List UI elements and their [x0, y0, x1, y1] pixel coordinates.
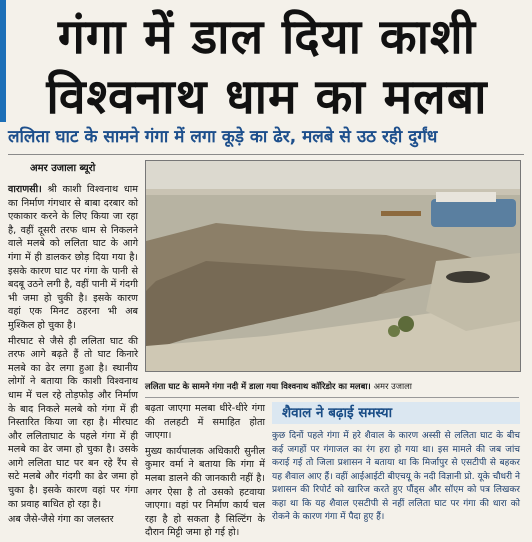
divider — [8, 154, 524, 155]
headline-line-1: गंगा में डाल दिया काशी — [57, 9, 477, 65]
accent-bar — [0, 0, 6, 122]
caption-text: ललिता घाट के सामने गंगा नदी में डाला गया विश्वनाथ कॉरिडोर का मलबा। — [145, 381, 371, 391]
paragraph-4: बढ़ता जाएगा मलबा धीरे-धीरे गंगा की तलहटी में समाहित होता जाएगा। — [145, 403, 265, 442]
photo-caption — [145, 375, 519, 398]
news-photo — [145, 160, 521, 372]
article-column-1 — [8, 183, 138, 529]
paragraph-5: मुख्य कार्यपालक अधिकारी सुनील कुमार वर्मा ने बताया कि गंगा में मलबा डालने की जानकारी नहीं है। अगर ऐसा है तो उसको हटवाया जाएगा। वहां पर निर्माण कार्य चल रहा है हो सकता है सिल्टिंग के दौरान मिट्टी जमा हो गई हो। — [145, 445, 265, 539]
subheadline: ललिता घाट के सामने गंगा में लगा कूड़े का ढेर, मलबे से उठ रही दुर्गंध — [8, 127, 438, 147]
byline: अमर उजाला ब्यूरो — [30, 163, 96, 174]
paragraph-2: मीरघाट से जैसे ही ललिता घाट की तरफ आगे बढ़ते हैं तो घाट किनारे मलबे का ढेर लगा हुआ है। स्थानीय लोगों ने बताया कि काशी विश्वनाथ धाम में चल रहे तोड़फोड़ और निर्माण के बाद निकले मलबे को गंगा में ही निस्तारित किया जा रहा है। मीरघाट और ललिताघाट के पहले गंगा में ही मलबे का ढेर जमा हो चुका है। उसके आगे ललिता घाट पर बन रहे रैंप से सटे मलबे और गंदगी का ढेर जमा हो चुका है। इसके कारण वहां पर गंगा का प्रवाह बाधित हो रहा है। — [8, 335, 138, 510]
article-column-2 — [145, 402, 265, 542]
headline-line-2: विश्वनाथ धाम का मलबा — [46, 69, 488, 125]
photo-credit: अमर उजाला — [373, 381, 412, 391]
sidebar-heading: शैवाल ने बढ़ाई समस्या — [272, 402, 520, 424]
sidebar-text: कुछ दिनों पहले गंगा में हरे शैवाल के कारण अस्सी से ललिता घाट के बीच कई जगहों पर गंगाजल का रंग हरा हो गया था। इस मामले की जब जांच कराई गई तो जिला प्रशासन ने बताया था कि मिर्जापुर से एसटीपी से बहकर यह शैवाल आए हैं। वहीं आईआईटी बीएचयू के नदी विज्ञानी प्रो. यूके चौधरी ने प्रशासन की रिपोर्ट को खारिज करते हुए पौंड्स और सॉएम को पत्र लिखकर कहा था कि यह शैवाल एसटीपी से नहीं ललिता घाट पर गंगा की धारा को रोकने के कारण गंगा में पैदा हुए हैं। — [272, 431, 520, 522]
paragraph-3: अब जैसे-जैसे गंगा का जलस्तर — [8, 514, 114, 526]
paragraph-1: वाराणसी। श्री काशी विश्वनाथ धाम का निर्माण गंगधार से बाबा दरबार को एकाकार करने के लिए किया जा रहा है, वहीं दूसरी तरफ धाम से निकलने वाले मलबे को ललिता घाट के आगे गंगा में ही डालकर छोड़ दिया गया है। इसके कारण घाट पर गंगा के पानी से बदबू उठने लगी है, वहीं पानी में गंदगी भी जमा हो चुकी है। इसके कारण वहां एक मिनट ठहरना भी अब मुश्किल हो चुका है। — [8, 184, 138, 331]
dateline-city: वाराणसी। — [8, 184, 42, 195]
